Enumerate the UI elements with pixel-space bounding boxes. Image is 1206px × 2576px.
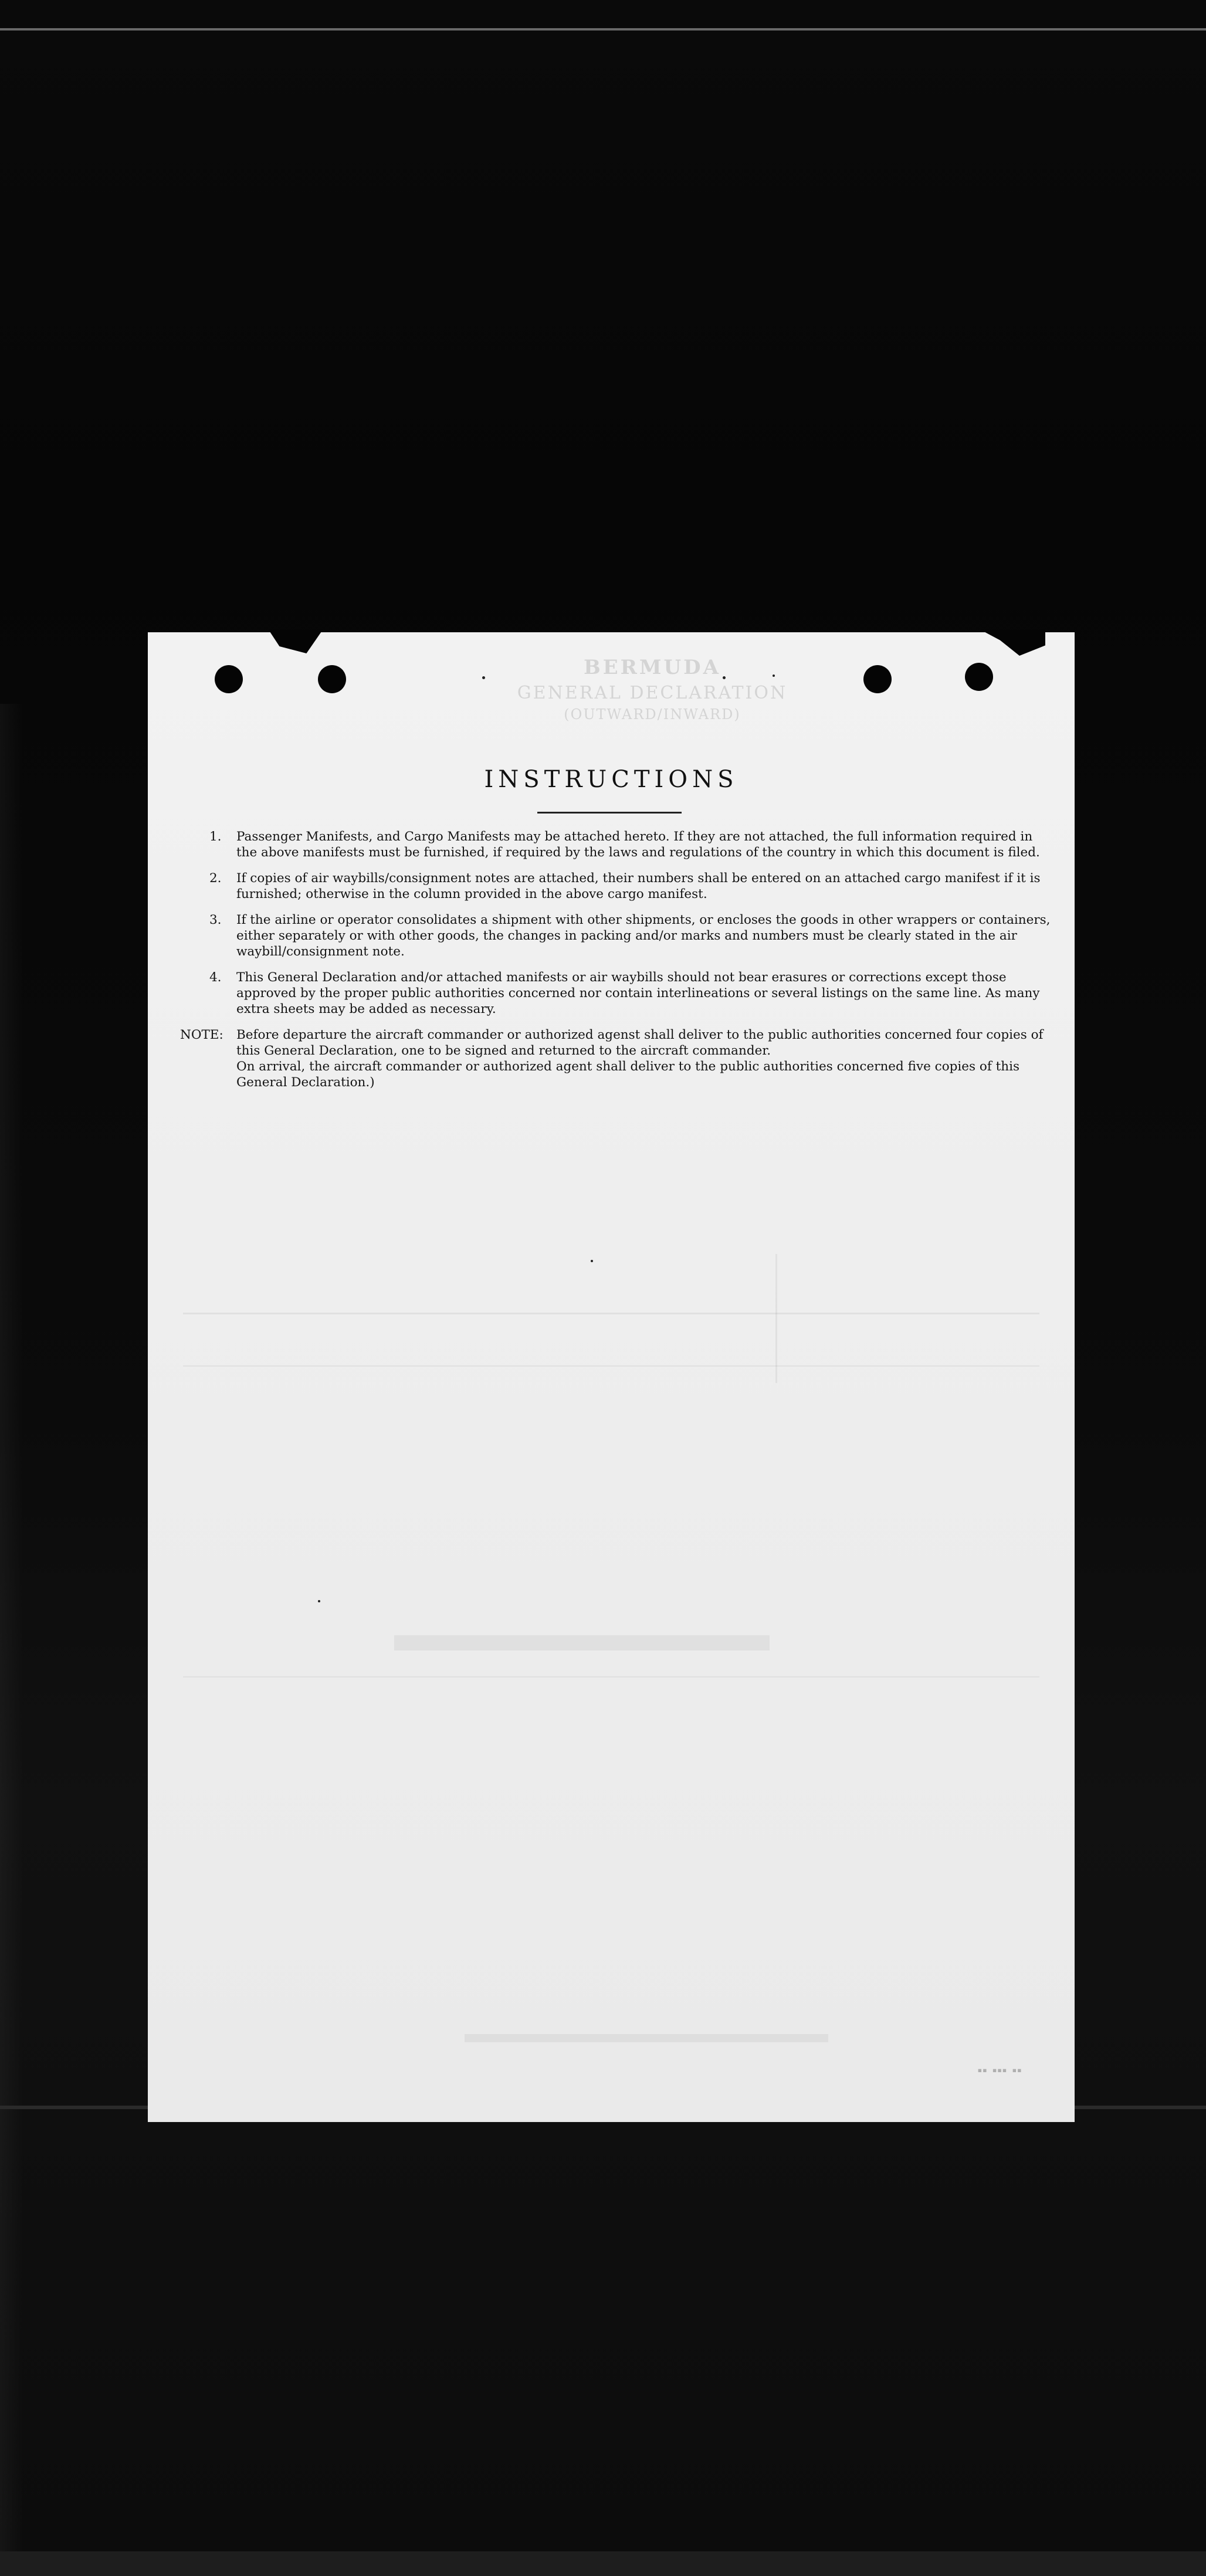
show-through-country: BERMUDA: [583, 656, 721, 679]
punch-hole: [863, 665, 892, 693]
scan-shading: [0, 704, 23, 2576]
title-underline: [537, 812, 682, 814]
instruction-item: [180, 970, 1054, 1017]
punch-hole: [215, 665, 243, 693]
torn-corner: [981, 630, 1045, 656]
torn-corner: [269, 630, 323, 653]
show-through-line: [183, 1365, 1039, 1367]
scan-band: [0, 2551, 1206, 2576]
show-through-line: [183, 1676, 1039, 1677]
show-through-footer: [465, 2034, 828, 2042]
punch-hole: [318, 665, 346, 693]
note-paragraph: Before departure the aircraft commander or authorized agenst shall deliver to the public authorities concerned four copies of this General Declaration, one to be signed and returned to the aircraft commander.: [236, 1028, 1044, 1058]
instruction-number: 3.: [209, 913, 222, 927]
instruction-item: [180, 829, 1054, 860]
punch-hole: [965, 663, 993, 691]
show-through-direction: (OUTWARD/INWARD): [564, 706, 741, 723]
instruction-text: If the airline or operator consolidates a shipment with other shipments, or encloses the goods in other wrappers or containers, either separately or with other goods, the changes in packing and/or marks and numbers must be clearly stated in the air waybill/consignment note.: [236, 913, 1051, 959]
instruction-text: If copies of air waybills/consignment notes are attached, their numbers shall be entered on an attached cargo manifest if it is furnished; otherwise in the column provided in the above cargo manifest.: [236, 871, 1041, 901]
instruction-number: 4.: [209, 970, 222, 985]
document-sheet: [148, 632, 1075, 2122]
instructions-title: INSTRUCTIONS: [484, 766, 738, 793]
show-through-signature: [394, 1635, 770, 1650]
note-label: NOTE:: [180, 1028, 223, 1042]
instruction-text: This General Declaration and/or attached manifests or air waybills should not bear erasures or corrections except those approved by the proper public authorities concerned nor contain interlineations or several listings on the same line. As many extra sheets may be added as necessary.: [236, 970, 1040, 1016]
form-code-mark: ▪▪ ▪▪▪ ▪▪: [977, 2066, 1022, 2075]
show-through-line: [775, 1254, 777, 1383]
instructions-list: [180, 829, 1054, 1090]
note-paragraph: On arrival, the aircraft commander or authorized agent shall deliver to the public authorities concerned five copies of this General Declaration.): [236, 1059, 1020, 1090]
instruction-number: 1.: [209, 829, 222, 844]
show-through-line: [183, 1313, 1039, 1314]
instruction-item: [180, 870, 1054, 902]
instruction-item: [180, 912, 1054, 960]
film-edge-line: [0, 28, 1206, 30]
instruction-number: 2.: [209, 871, 222, 886]
show-through-title: GENERAL DECLARATION: [517, 683, 788, 703]
note-block: [180, 1027, 1054, 1090]
instruction-text: Passenger Manifests, and Cargo Manifests may be attached hereto. If they are not attached, the full information required in the above manifests must be furnished, if required by the laws and regulations of the country in which this document is filed.: [236, 829, 1040, 860]
